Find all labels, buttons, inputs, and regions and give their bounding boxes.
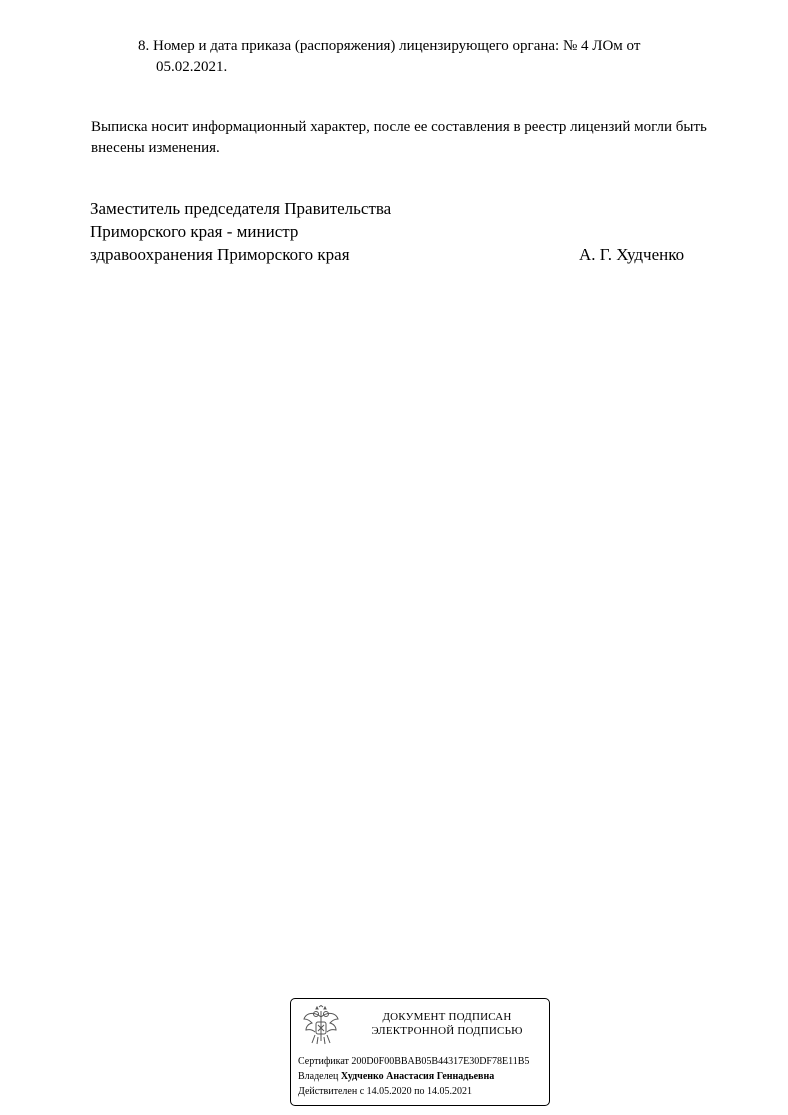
signer-title-line-3: здравоохранения Приморского края [90,245,350,264]
owner-label: Владелец [298,1071,341,1082]
license-order-line-1: 8. Номер и дата приказа (распоряжения) лицензирующего органа: № 4 ЛОм от [138,38,641,54]
stamp-header [349,1010,545,1038]
coat-of-arms-icon [300,1005,342,1047]
owner-value: Худченко Анастасия Геннадьевна [340,1071,495,1082]
electronic-signature-stamp [290,998,550,1106]
disclaimer-line-2: внесены изменения. [91,140,220,156]
signer-title [90,197,590,266]
signer-title-line-1: Заместитель председателя Правительства [90,199,392,218]
signer-title-line-2: Приморского края - министр [90,222,299,241]
stamp-header-line-1: ДОКУМЕНТ ПОДПИСАН [382,1011,512,1023]
disclaimer-line-1: Выписка носит информационный характер, после ее составления в реестр лицензий могли быть [91,119,707,135]
certificate-row [298,1054,550,1069]
license-order-line-2: 05.02.2021. [156,59,228,75]
validity-row: Действителен с 14.05.2020 по 14.05.2021 [298,1086,472,1097]
signer-name: А. Г. Худченко [579,245,685,264]
owner-row [298,1069,550,1084]
stamp-header-line-2: ЭЛЕКТРОННОЙ ПОДПИСЬЮ [371,1025,523,1037]
certificate-value: 200D0F00BBAB05B44317E30DF78E11B5 [351,1056,530,1067]
certificate-label: Сертификат [298,1056,352,1067]
stamp-details [298,1054,550,1099]
license-order-item [138,36,738,78]
disclaimer-note [91,117,771,159]
